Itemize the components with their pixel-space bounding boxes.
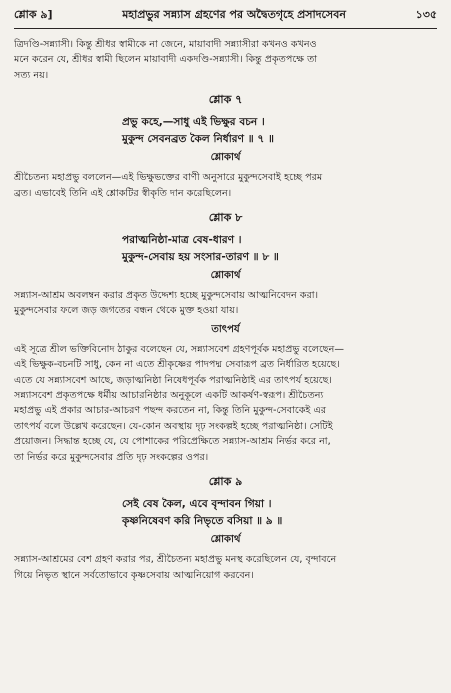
verse-8-translation <box>14 288 437 319</box>
header-chapter-title: মহাপ্রভুর সন্ন্যাস গ্রহণের পর অদ্বৈতগৃহে প্রসাদসেবন <box>122 8 346 21</box>
text-line: ত্রিদণ্ডি-সন্ন্যাসী। কিন্তু শ্রীধর স্বামীকে না জেনে, মায়াবাদী সন্ন্যাসীরা কখনও কখনও <box>14 39 317 50</box>
text-line: শ্রীচৈতন্য মহাপ্রভু বললেন—এই ভিক্ষুভক্তের বাণী অনুসারে মুকুন্দসেবাই হচ্ছে পরম <box>14 172 323 184</box>
verse-8-purport <box>14 342 437 465</box>
text-line: এতে যে সন্ন্যাসবেশ আছে, জড়াত্মনিষ্ঠা নিষেধপূর্বক পরাত্মনিষ্ঠাই এর তাৎপর্য হয়েছে। <box>14 374 332 386</box>
page-number: ১৩৫ <box>415 8 437 21</box>
verse-line: প্রভু কহে,—সাধু এই ভিক্ষুর বচন । <box>122 116 265 129</box>
text-line: প্রয়োজন। সিদ্ধান্ত হচ্ছে যে, যে পোশাকের পরিপ্রেক্ষিতে সন্ন্যাস-আশ্রম নির্ভর করে না, <box>14 436 331 448</box>
verse-line: মুকুন্দ-সেবায় হয় সংসার-তারণ ॥ ৮ ॥ <box>122 250 279 263</box>
verse-line: মুকুন্দ সেবনব্রত কৈল নির্ধারণ ॥ ৭ ॥ <box>122 132 274 145</box>
running-header <box>14 6 437 29</box>
text-line: মহাপ্রভু এই প্রকার আচার-আচরণ পছন্দ করতেন না, কিন্তু তিনি মুকুন্দ-সেবাকেই এর <box>14 405 327 417</box>
verse-7-text <box>14 114 437 147</box>
header-verse-ref: শ্লোক ৯] <box>14 8 53 21</box>
verse-7-title: শ্লোক ৭ <box>208 93 243 107</box>
verse-line: সেই বেষ কৈল, এবে বৃন্দাবন গিয়া । <box>122 498 272 511</box>
text-line: সন্ন্যাস-আশ্রমের বেশ গ্রহণ করার পর, শ্রীচৈতন্য মহাপ্রভু মনস্থ করেছিলেন যে, বৃন্দাবনে <box>14 554 337 566</box>
verse-line: কৃষ্ণনিষেবণ করি নিভৃতে বসিয়া ॥ ৯ ॥ <box>122 514 283 527</box>
verse-9-translation <box>14 552 437 583</box>
text-line: মুকুন্দসেবার ফলে জড় জগতের বন্ধন থেকে মুক্ত হওয়া যায়। <box>14 305 239 317</box>
verse-8-text <box>14 232 437 265</box>
text-line: সত্য নয়। <box>14 69 49 81</box>
text-line: গিয়ে নিভৃত স্থানে সর্বতোভাবে কৃষ্ণসেবায় আত্মনিয়োগ করবেন। <box>14 569 254 581</box>
text-line: এই ভিক্ষুক-বচনটি সাধু, কেন না এতে শ্রীকৃষ্ণের পাদপদ্ম সেবারূপ ব্রত নির্ধারিত হয়েছে। <box>14 359 340 371</box>
verse-8-purport-heading: তাৎপর্য <box>211 323 240 335</box>
intro-paragraph <box>14 37 437 83</box>
text-line: সন্ন্যাস-আশ্রম অবলম্বন করার প্রকৃত উদ্দেশ্য হচ্ছে মুকুন্দসেবায় আত্মনিবেদন করা। <box>14 290 318 302</box>
text-line: তা নির্ভর করে মুকুন্দসেবার প্রতি দৃঢ় সংকল্পের ওপর। <box>14 451 209 463</box>
text-line: ব্রত। এভাবেই তিনি এই শ্লোকটির স্বীকৃতি দান করেছিলেন। <box>14 187 232 199</box>
verse-8-title: শ্লোক ৮ <box>208 211 243 225</box>
text-line: সন্ন্যাসবেশ প্রকৃতপক্ষে ধর্মীয় আচারনিষ্ঠার অনুকূলে একটি আকর্ষণ-স্বরূপ। শ্রীচৈতন্য <box>14 390 324 402</box>
text-line: এই সূত্রে শ্রীল ভক্তিবিনোদ ঠাকুর বলেছেন যে, সন্ন্যাসবেশ গ্রহণপূর্বক মহাপ্রভু বলেছেন— <box>14 343 344 355</box>
verse-7-translation-heading: শ্লোকার্থ <box>210 152 241 164</box>
text-line: তাৎপর্য বলে উল্লেখ করেছেন। যে-কোন অবস্থায় দৃঢ় সংকল্পই হচ্ছে পরাত্মনিষ্ঠা। সেটিই <box>14 420 333 432</box>
text-line: মনে করেন যে, শ্রীধর স্বামী ছিলেন মায়াবাদী একদণ্ডি-সন্ন্যাসী। কিন্তু প্রকৃতপক্ষে তা <box>14 54 318 66</box>
verse-9-title: শ্লোক ৯ <box>208 475 243 489</box>
verse-9-translation-heading: শ্লোকার্থ <box>210 534 241 546</box>
verse-7-translation <box>14 170 437 201</box>
verse-line: পরাত্মনিষ্ঠা-মাত্র বেষ-ধারণ । <box>122 234 242 247</box>
verse-9-text <box>14 496 437 529</box>
verse-8-translation-heading: শ্লোকার্থ <box>210 270 241 282</box>
